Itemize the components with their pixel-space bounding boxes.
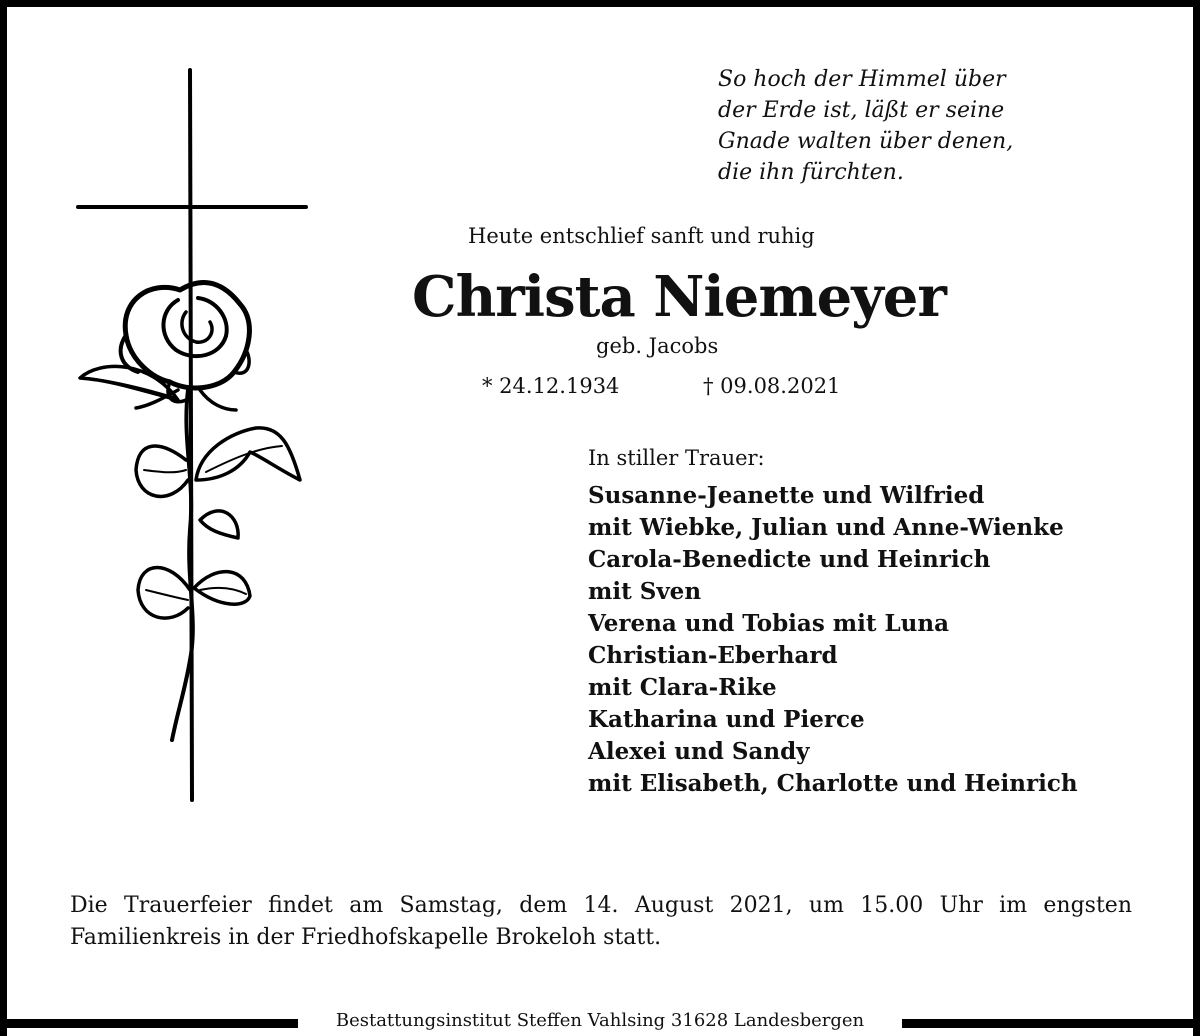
mourners-list	[588, 480, 1078, 800]
bottom-rule-left	[0, 1019, 298, 1028]
list-item: mit Elisabeth, Charlotte und Heinrich	[588, 770, 1078, 797]
funeral-service-info: Die Trauerfeier findet am Samstag, dem 14. August 2021, um 15.00 Uhr im engsten Familienkreis in der Friedhofskapelle Brokeloh statt.	[70, 893, 1132, 950]
verse-line: die ihn fürchten.	[718, 160, 904, 185]
cross-with-rose-icon	[60, 60, 320, 810]
list-item: Carola-Benedicte und Heinrich	[588, 546, 991, 573]
death-date: † 09.08.2021	[703, 374, 841, 398]
mourners-label: In stiller Trauer:	[588, 446, 765, 470]
list-item: Christian-Eberhard	[588, 642, 838, 669]
birth-name: geb. Jacobs	[596, 334, 719, 358]
list-item: Susanne-Jeanette und Wilfried	[588, 482, 985, 509]
list-item: Alexei und Sandy	[588, 738, 810, 765]
bible-verse	[718, 64, 1158, 188]
list-item: mit Wiebke, Julian und Anne-Wienke	[588, 514, 1064, 541]
list-item: Katharina und Pierce	[588, 706, 865, 733]
deceased-name: Christa Niemeyer	[412, 264, 946, 330]
list-item: Verena und Tobias mit Luna	[588, 610, 950, 637]
undertaker-footer: Bestattungsinstitut Steffen Vahlsing 31628 Landesbergen	[335, 1010, 865, 1031]
list-item: mit Clara-Rike	[588, 674, 777, 701]
verse-line: So hoch der Himmel über	[718, 67, 1006, 92]
announcement-intro: Heute entschlief sanft und ruhig	[468, 224, 815, 248]
verse-line: der Erde ist, läßt er seine	[718, 98, 1005, 123]
verse-line: Gnade walten über denen,	[718, 129, 1014, 154]
bottom-rule-right	[902, 1019, 1200, 1028]
birth-date: * 24.12.1934	[482, 374, 620, 398]
list-item: mit Sven	[588, 578, 702, 605]
